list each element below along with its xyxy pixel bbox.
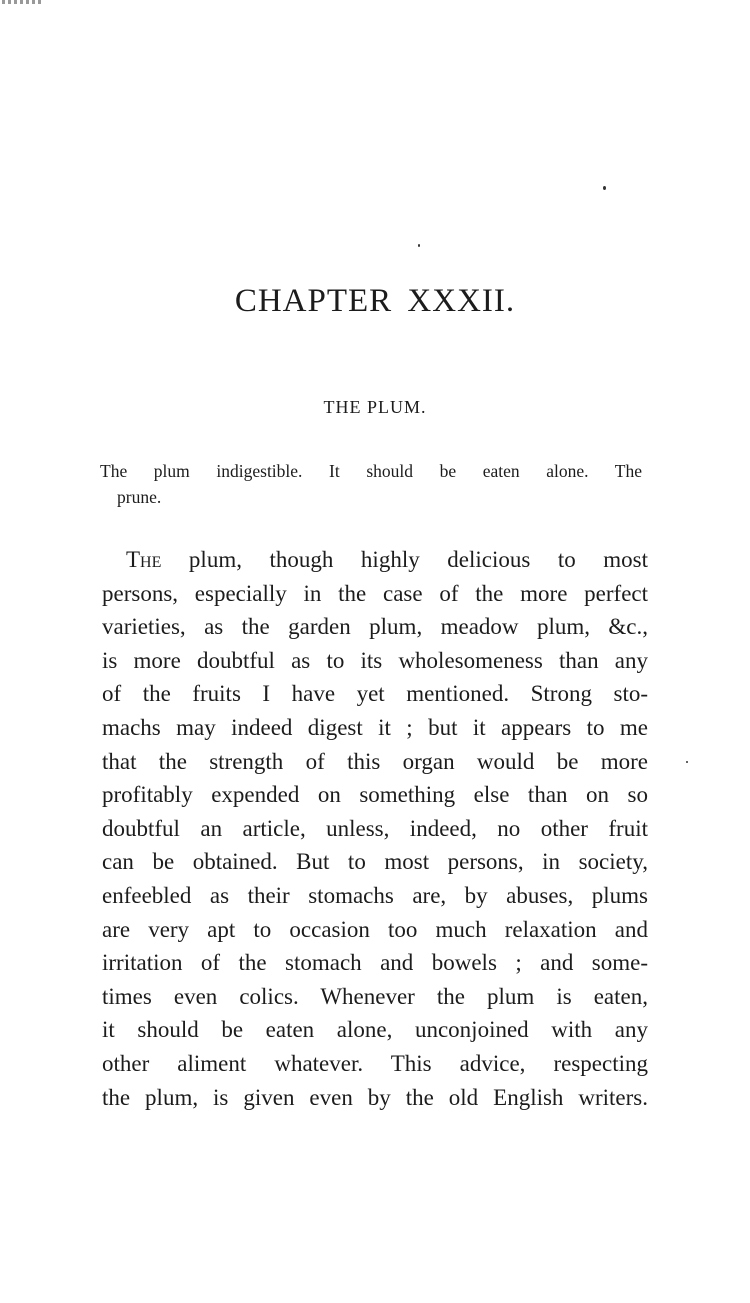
body-line: is more doubtful as to its wholesomeness than any	[102, 647, 648, 673]
body-line	[102, 543, 648, 577]
lead-word: The	[126, 547, 162, 572]
body-line: enfeebled as their stomachs are, by abuses, plums	[102, 882, 648, 908]
body-line: the plum, is given even by the old English writers.	[102, 1084, 648, 1110]
body-line: that the strength of this organ would be more	[102, 748, 648, 774]
body-paragraph	[102, 543, 648, 1114]
summary-line: The plum indigestible. It should be eaten alone. The	[100, 461, 642, 481]
scan-speck	[418, 244, 420, 247]
summary-line: prune.	[117, 487, 162, 507]
section-title: THE PLUM.	[323, 397, 427, 417]
body-line: profitably expended on something else than on so	[102, 782, 648, 808]
body-line: can be obtained. But to most persons, in society,	[102, 849, 648, 875]
chapter-title: CHAPTER XXXII.	[234, 283, 516, 319]
body-line: irritation of the stomach and bowels ; and some-	[102, 950, 648, 976]
body-line: doubtful an article, unless, indeed, no other fruit	[102, 815, 648, 841]
body-line: persons, especially in the case of the more perfect	[102, 580, 648, 606]
body-line: machs may indeed digest it ; but it appears to me	[102, 714, 648, 740]
body-line: it should be eaten alone, unconjoined with any	[102, 1017, 648, 1043]
scan-speck	[686, 761, 688, 763]
body-line: are very apt to occasion too much relaxation and	[102, 916, 648, 942]
body-line: varieties, as the garden plum, meadow plum, &c.,	[102, 614, 648, 640]
body-line: of the fruits I have yet mentioned. Strong sto-	[102, 681, 648, 707]
body-line: times even colics. Whenever the plum is eaten,	[102, 983, 648, 1009]
body-line: other aliment whatever. This advice, respecting	[102, 1050, 648, 1076]
body-line-text: plum, though highly delicious to most	[161, 547, 648, 572]
chapter-summary	[100, 458, 642, 510]
scan-speck	[603, 186, 606, 190]
scan-artifact-mark	[2, 0, 42, 4]
